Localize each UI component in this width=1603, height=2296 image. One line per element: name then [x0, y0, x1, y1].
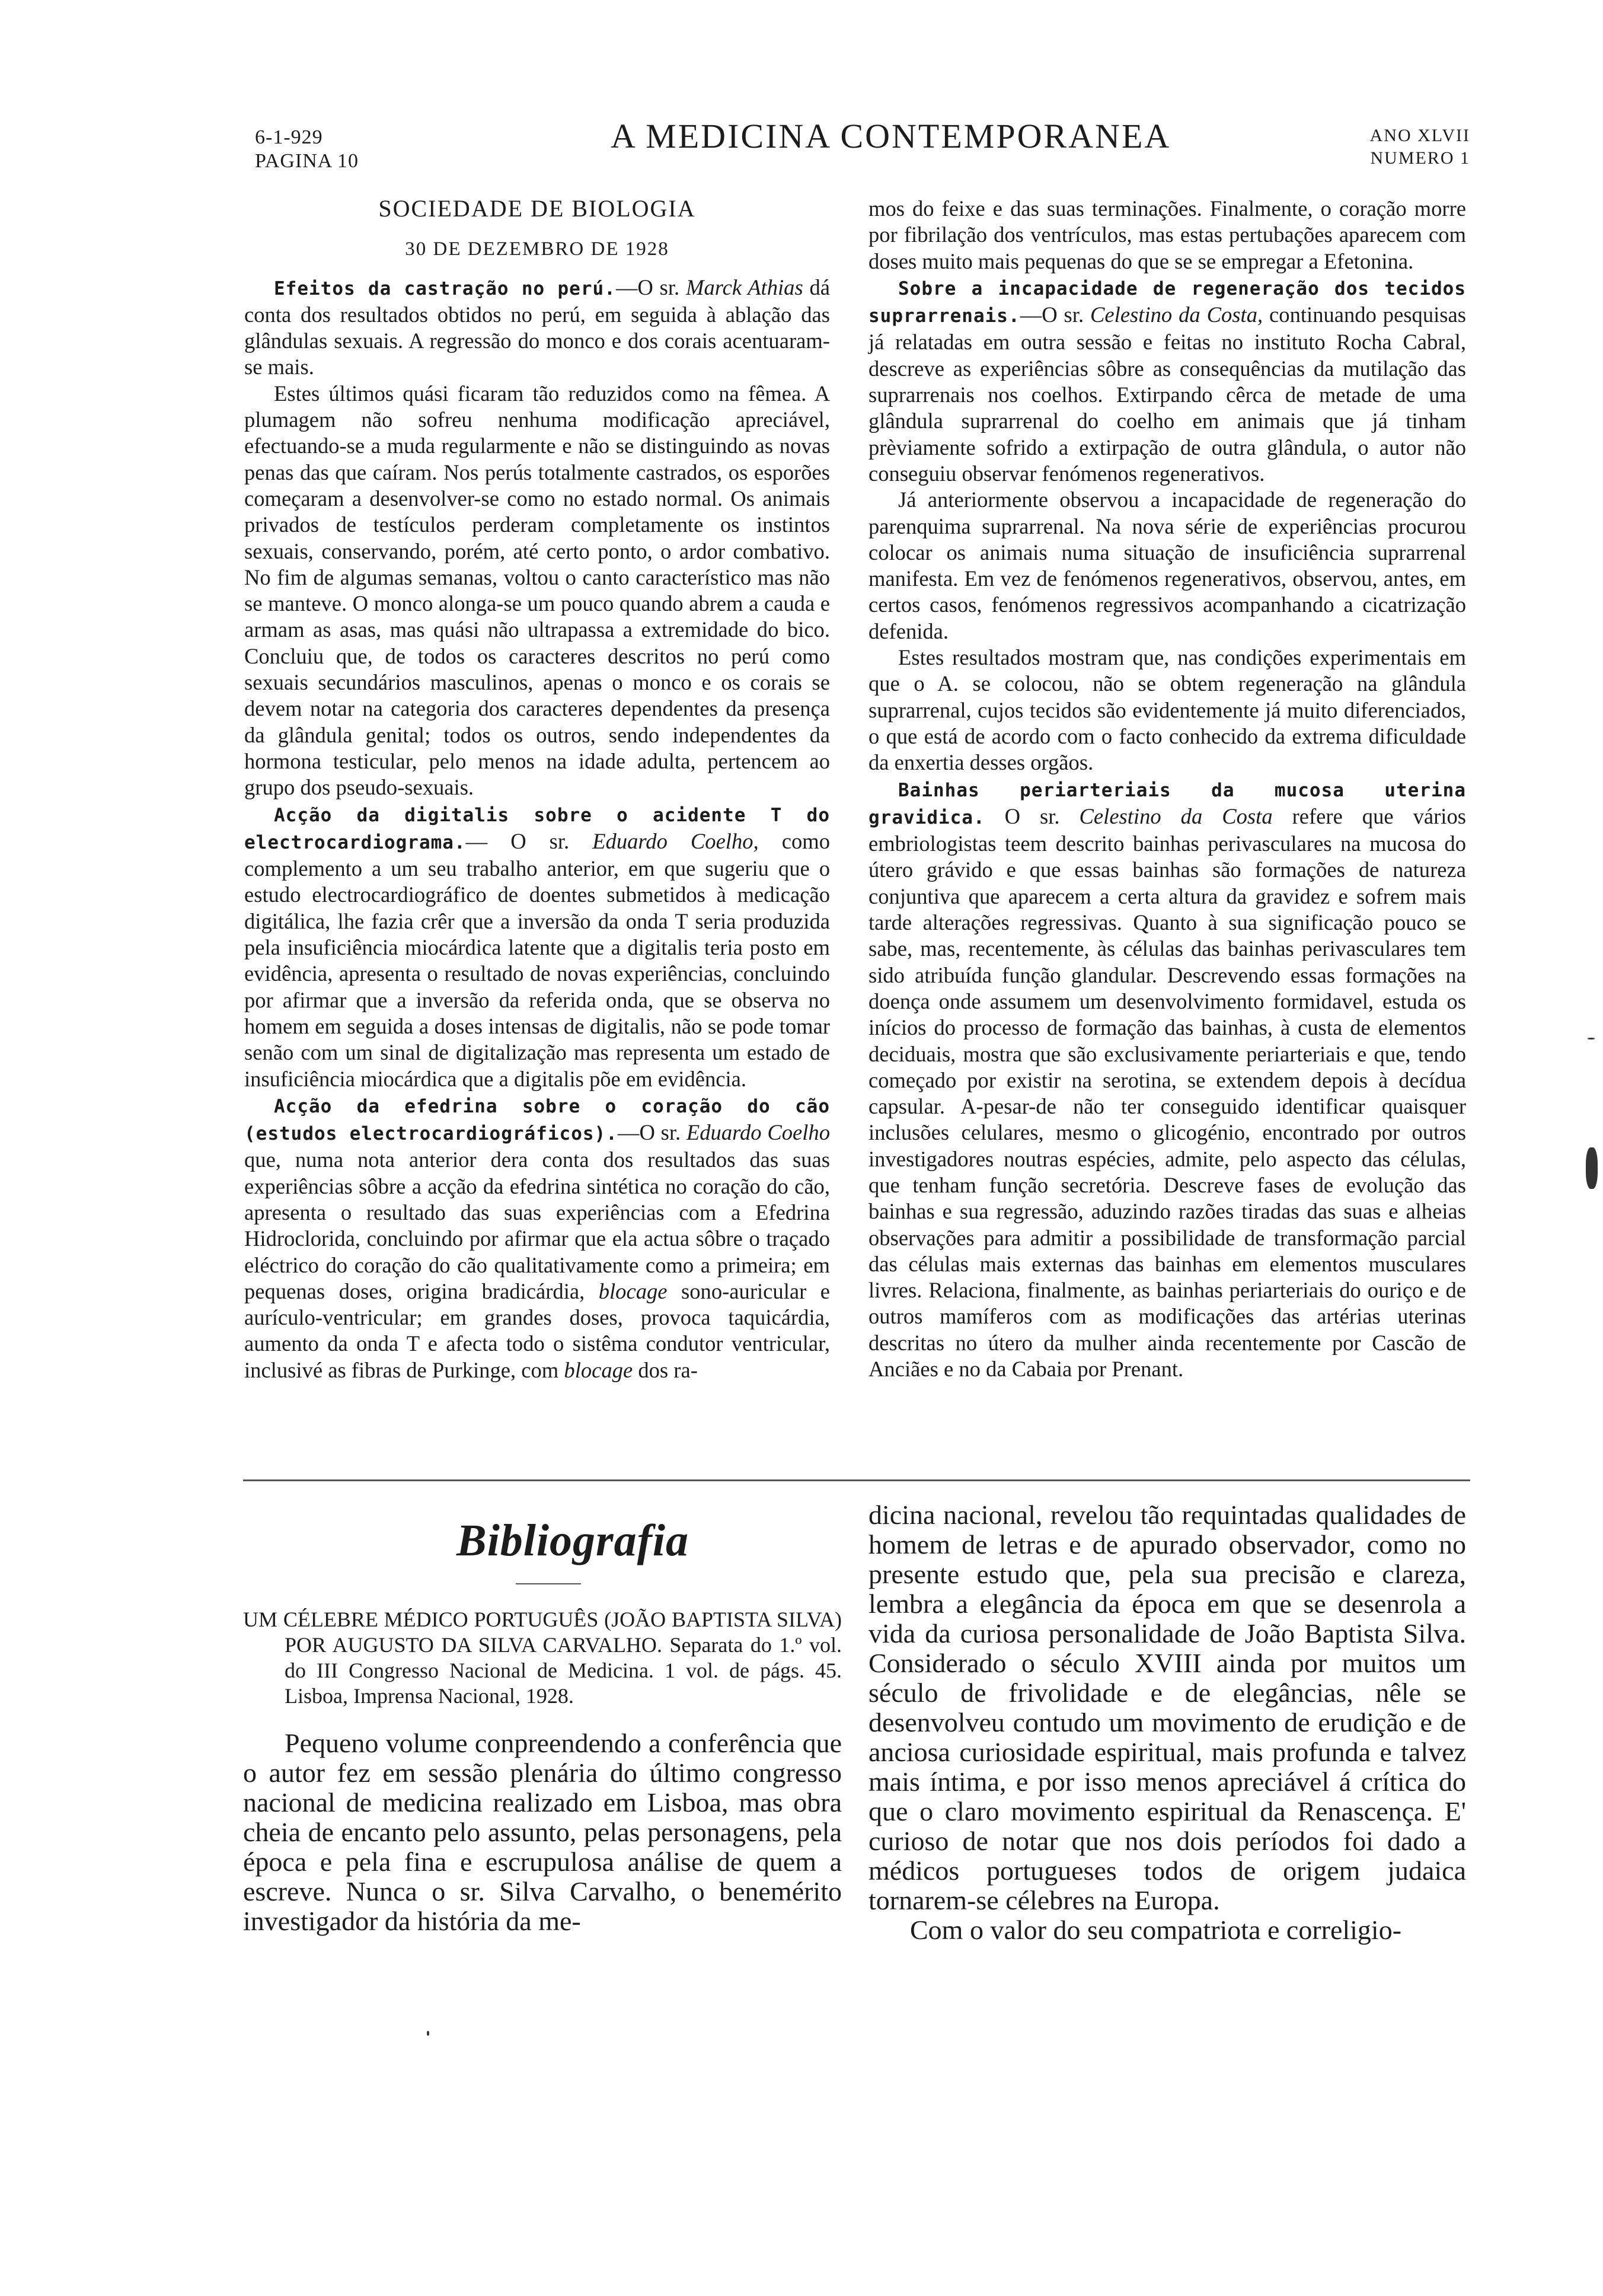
paragraph: Já anteriormente observou a incapacidade de regeneração do parenquima suprarrenal. Na nova série de experiências procurou colocar os animais numa situação de insuficiência suprarrenal manifesta. Em vez de fenómenos regenerativos, observou, antes, em certos casos, fenómenos regressivos acompanhando a cicatrização defenida.	[868, 487, 1466, 643]
author-name: Celestino da Costa,	[1090, 302, 1263, 327]
bibliography-left-text: Pequeno volume conpreendendo a conferência que o autor fez em sessão plenária do último congresso nacional de medicina realizado em Lisboa, mas obra cheia de encanto pelo assunto, pelas personagens, pela época e pela fina e escrupulosa análise de quem a escreve. Nunca o sr. Silva Carvalho, o benemérito investigador da história da me-	[243, 1728, 842, 1936]
volume-number: NUMERO 1	[1370, 148, 1470, 168]
paragraph: Estes últimos quási ficaram tão reduzidos como na fêmea. A plumagem não sofreu nenhuma modificação apreciável, efectuando-se a muda regularmente e não se distinguindo as novas penas das que caíram. Nos perús totalmente castrados, os esporões começaram a desenvolver-se como no estado normal. Os animais privados de testículos perderam completamente os instintos sexuais, conservando, porém, até certo ponto, o ardor combativo. No fim de algumas semanas, voltou o canto característico mas não se manteve. O monco alonga-se um pouco quando abrem a cauda e armam as asas, mas quási não ultrapassa a extremidade do bico. Concluiu que, de todos os caracteres descritos no perú como sexuais secundários masculinos, apenas o monco e os corais se devem notar na categoria dos caracteres dependentes da presença da glândula genital; todos os outros, sendo independentes da hormona testicular, pelo menos na idade adulta, pertencem ao grupo dos pseudo-sexuais.	[244, 381, 830, 800]
author-name: Eduardo Coelho,	[592, 828, 759, 853]
article-castration: Efeitos da castração no perú.—O sr. Marck Athias dá conta dos resultados obtidos no perú, em seguida à ablação das glândulas sexuais. A regressão do monco e dos corais acentuaram-se mais.	[244, 275, 831, 380]
volume-year: ANO XLVII	[1369, 126, 1470, 145]
reference-author: POR AUGUSTO DA SILVA CARVALHO	[285, 1633, 657, 1657]
paragraph: mos do feixe e das suas terminações. Finalmente, o coração morre por fibrilação dos ventrículos, mas estas pertubações aparecem com doses muito mais pequenas do que se se empregar a Efetonina.	[868, 196, 1466, 273]
journal-title: A MEDICINA CONTEMPORANEA	[611, 117, 1171, 155]
article-heading: Sobre a incapacidade de regeneração dos tecidos suprarrenais.	[868, 278, 1466, 327]
title-underline	[516, 1583, 581, 1584]
article-heading: Acção da efedrina sobre o coração do cão (estudos electrocardiográficos).	[244, 1095, 830, 1145]
article-digitalis: Acção da digitalis sobre o acidente T do electrocardiograma.— O sr. Eduardo Coelho, como complemento a um seu trabalho anterior, em que sugeriu que o estudo electrocardiográfico de doentes submetidos à medicação digitálica, lhe fazia crêr que a inversão da onda T seria produzida pela insuficiência miocárdica latente que a digitalis teria posto em evidência, apresenta o resultado de novas experiências, concluindo por afirmar que a inversão da referida onda, que se observa no homem em seguida a doses intensas de digitalis, não se pode tomar senão com um sinal de digitalização mas representa um estado de insuficiência miocárdica que a digitalis põe em evidência.	[244, 804, 830, 1091]
left-column	[244, 196, 830, 1383]
issue-info	[255, 126, 359, 173]
article-heading: Bainhas periarteriais da mucosa uterina gravidica.	[868, 779, 1466, 828]
article-bainhas: Bainhas periarteriais da mucosa uterina gravidica. O sr. Celestino da Costa refere que vários embriologistas teem descrito bainhas perivasculares na mucosa do útero grávido e que essas bainhas são formações de natureza conjuntiva que aparecem a certa altura da gravidez e sofrem mais tarde alterações regressivas. Quanto à sua significação pouco se sabe, mas, recentemente, às células das bainhas perivasculares tem sido atribuída função glandular. Descrevendo essas formações na doença onde assumem um desenvolvimento formidavel, estuda os inícios do processo de formação das bainhas, à custa de elementos deciduais, mostra que são exclusivamente periarteriais e que, tendo começado por existir na serotina, se extendem depois à decídua capsular. A-pesar-de não ter conseguido identificar quaisquer inclusões celulares, mesmo o glicogénio, encontrado por outros investigadores noutras espécies, admite, pelo aspecto das células, que tenham função secretória. Descreve fases de evolução das bainhas e sua regressão, aduzindo razões tiradas das suas e alheias observações para admitir a possibilidade de transformação parcial das células mais externas das bainhas em elementos musculares livres. Relaciona, finalmente, as bainhas periarteriais do ouriço e de outros mamíferos com as modificações das artérias uterinas descritas no útero da mulher ainda recentemente por Cascão de Anciães e no da Cabaia por Prenant.	[868, 779, 1466, 1382]
author-name: Celestino da Costa	[1079, 803, 1273, 828]
author-name: Eduardo Coelho	[686, 1120, 831, 1145]
bibliography-right-text: dicina nacional, revelou tão requintadas qualidades de homem de letras e de apurado observador, como no presente estudo que, pela sua precisão e clareza, lembra a elegância da época em que se desenrola a vida da curiosa personalidade de João Baptista Silva. Considerado o século XVIII ainda por muitos um século de frivolidade e de elegâncias, nêle se desenvolveu contudo um movimento de erudição e de anciosa curiosidade espiritual, mais profunda e talvez mais íntima, e por isso menos apreciável á crítica do que o claro movimento espiritual da Renascença. E' curioso de notar que nos dois períodos foi dado a médicos portugueses todos de origem judaica tornarem-se célebres na Europa. Com o valor do seu compatriota e correligio-	[868, 1500, 1466, 1945]
article-heading: Efeitos da castração no perú.	[274, 278, 616, 299]
scan-speck	[427, 2031, 429, 2036]
section-divider	[243, 1479, 1470, 1481]
bibliography-reference: UM CÉLEBRE MÉDICO PORTUGUÊS (JOÃO BAPTISTA SILVA) POR AUGUSTO DA SILVA CARVALHO. Separata do 1.º vol. do III Congresso Nacional de Medicina. 1 vol. de págs. 45. Lisboa, Imprensa Nacional, 1928.	[243, 1608, 842, 1708]
article-efedrina: Acção da efedrina sobre o coração do cão (estudos electrocardiográficos).—O sr. Eduardo Coelho que, numa nota anterior dera conta dos resultados das suas experiências sôbre a acção da efedrina sintética no coração do cão, apresenta o resultado das suas experiências com a Efedrina Hidroclorida, concluindo por afirmar que ela actua sôbre o traçado eléctrico do coração do cão qualitativamente como a primeira; em pequenas doses, origina bradicárdia, blocage sono-auricular e aurículo-ventricular; em grandes doses, provoca taquicárdia, aumento da onda T e afecta todo o sistêma condutor ventricular, inclusivé as fibras de Purkinge, com blocage dos ra-	[244, 1095, 831, 1382]
bibliography-title: Bibliografia	[456, 1516, 689, 1565]
right-column	[868, 196, 1466, 1382]
scan-blot	[1586, 1147, 1598, 1189]
page-number: PAGINA 10	[255, 150, 359, 172]
scan-dash	[1588, 1038, 1595, 1039]
section-title: SOCIEDADE DE BIOLOGIA	[378, 195, 696, 222]
article-heading: Acção da digitalis sobre o acidente T do electrocardiograma.	[244, 804, 830, 853]
issue-volume	[1361, 125, 1470, 170]
issue-date: 6-1-929	[255, 126, 323, 148]
article-suprarrenal: Sobre a incapacidade de regeneração dos tecidos suprarrenais.—O sr. Celestino da Costa, continuando pesquisas já relatadas em outra sessão e feitas no instituto Rocha Cabral, descreve as experiências sôbre as consequências da mutilação das suprarrenais nos coelhos. Extirpando cêrca de metade de uma glândula suprarrenal do coelho em animais que já tinham prèviamente sofrido a extirpação de outra glândula, o autor não conseguiu observar fenómenos regenerativos.	[868, 278, 1467, 486]
author-name: Marck Athias	[685, 275, 803, 299]
section-date: 30 DE DEZEMBRO DE 1928	[405, 238, 669, 260]
paragraph: Estes resultados mostram que, nas condições experimentais em que o A. se colocou, não se obtem regeneração na glândula suprarrenal, cujos tecidos são evidentemente já muito diferenciados, o que está de acordo com o facto conhecido da extrema dificuldade da enxertia desses orgãos.	[868, 645, 1466, 775]
